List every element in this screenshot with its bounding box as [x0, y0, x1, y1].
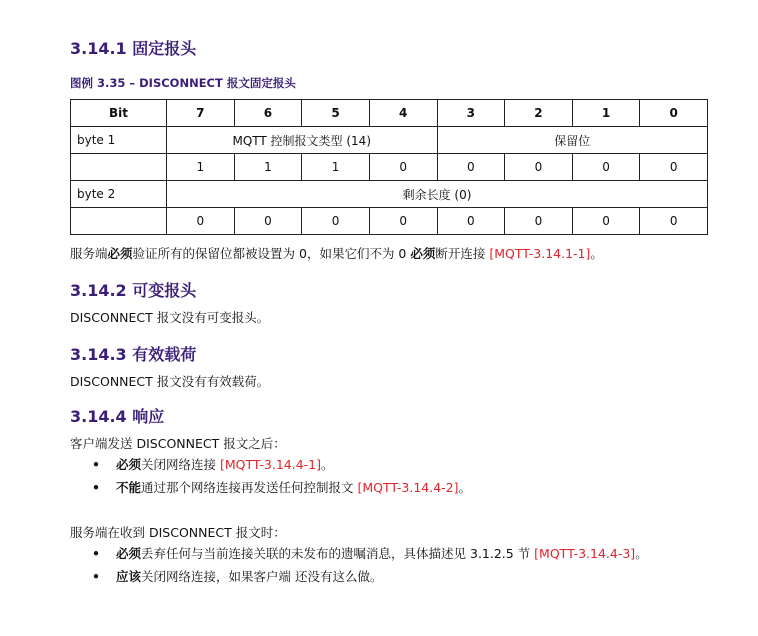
packet-type-cell: MQTT 控制报文类型 (14)	[167, 127, 438, 154]
text-span: 丢弃任何与当前连接关联的未发布的遗嘱消息，具体描述见 3.1.2.5 节	[141, 546, 535, 561]
text-span: 服务端	[70, 246, 108, 261]
validation-paragraph	[70, 244, 603, 262]
text-span: 通过那个网络连接再发送任何控制报文	[141, 480, 358, 495]
text-span: 。	[635, 546, 648, 561]
list-item	[70, 476, 471, 499]
bit-header-cell: 5	[302, 100, 370, 127]
table-row-byte1	[71, 127, 708, 154]
bit-value-cell: 0	[437, 208, 505, 235]
table-row-byte2-values	[71, 208, 708, 235]
client-intro-paragraph: 客户端发送 DISCONNECT 报文之后：	[70, 436, 286, 451]
bit-label-cell: Bit	[71, 100, 167, 127]
bit-header-cell: 1	[572, 100, 640, 127]
bit-value-cell: 0	[640, 208, 708, 235]
bit-value-cell: 0	[437, 154, 505, 181]
bit-value-cell: 0	[234, 208, 302, 235]
keyword-must: 必须	[410, 246, 436, 261]
bit-value-cell: 0	[167, 208, 235, 235]
text-span: 。	[458, 480, 472, 495]
keyword: 必须	[116, 457, 142, 472]
bit-header-cell: 7	[167, 100, 235, 127]
bullet: •	[92, 569, 100, 584]
bit-value-cell: 0	[572, 154, 640, 181]
payload-paragraph: DISCONNECT 报文没有有效载荷。	[70, 374, 270, 389]
list-item	[70, 453, 471, 476]
bit-header-cell: 6	[234, 100, 302, 127]
keyword: 必须	[116, 546, 142, 561]
reserved-cell: 保留位	[437, 127, 708, 154]
keyword-must: 必须	[107, 246, 133, 261]
keyword: 不能	[116, 480, 142, 495]
bullet: •	[92, 457, 100, 472]
bit-value-cell: 0	[302, 208, 370, 235]
bit-value-cell: 1	[167, 154, 235, 181]
reference-link[interactable]: [MQTT-3.14.4-3]	[534, 546, 636, 561]
section-heading-variable-header: 3.14.2 可变报头	[70, 281, 197, 300]
bit-value-cell: 0	[369, 208, 437, 235]
text-span: 断开连接	[435, 246, 490, 261]
bit-value-cell: 0	[369, 154, 437, 181]
reference-link[interactable]: [MQTT-3.14.4-1]	[220, 457, 322, 472]
bullet: •	[92, 546, 100, 561]
empty-label-cell	[71, 208, 167, 235]
bit-header-cell: 0	[640, 100, 708, 127]
bit-value-cell: 1	[302, 154, 370, 181]
server-intro-paragraph: 服务端在收到 DISCONNECT 报文时：	[70, 525, 286, 540]
table-row-byte2	[71, 181, 708, 208]
keyword: 应该	[116, 569, 142, 584]
list-item	[70, 542, 648, 565]
bit-value-cell: 0	[505, 154, 573, 181]
table-row-byte1-values	[71, 154, 708, 181]
bit-value-cell: 0	[572, 208, 640, 235]
section-heading-response: 3.14.4 响应	[70, 407, 165, 426]
reference-link[interactable]: [MQTT-3.14.4-2]	[357, 480, 459, 495]
text-span: 。	[590, 246, 603, 261]
list-item	[70, 565, 648, 588]
text-span: 关闭网络连接，如果客户端 还没有这么做。	[141, 569, 383, 584]
reference-link[interactable]: [MQTT-3.14.1-1]	[489, 246, 591, 261]
text-span: 。	[321, 457, 334, 472]
bit-header-cell: 3	[437, 100, 505, 127]
server-action-list	[70, 542, 648, 588]
section-heading-fixed-header: 3.14.1 固定报头	[70, 39, 197, 58]
bit-value-cell: 0	[640, 154, 708, 181]
bit-value-cell: 1	[234, 154, 302, 181]
client-action-list	[70, 453, 471, 499]
variable-header-paragraph: DISCONNECT 报文没有可变报头。	[70, 310, 270, 325]
text-span: 关闭网络连接	[141, 457, 220, 472]
table-row-bits	[71, 100, 708, 127]
section-heading-payload: 3.14.3 有效载荷	[70, 345, 197, 364]
bit-value-cell: 0	[505, 208, 573, 235]
empty-label-cell	[71, 154, 167, 181]
byte1-label-cell: byte 1	[71, 127, 167, 154]
bit-header-cell: 4	[369, 100, 437, 127]
bit-header-cell: 2	[505, 100, 573, 127]
remaining-length-cell: 剩余长度 (0)	[167, 181, 708, 208]
fixed-header-table	[70, 99, 708, 235]
bullet: •	[92, 480, 100, 495]
figure-caption: 图例 3.35 – DISCONNECT 报文固定报头	[70, 76, 296, 90]
byte2-label-cell: byte 2	[71, 181, 167, 208]
text-span: 验证所有的保留位都被设置为 0，如果它们不为 0	[132, 246, 411, 261]
